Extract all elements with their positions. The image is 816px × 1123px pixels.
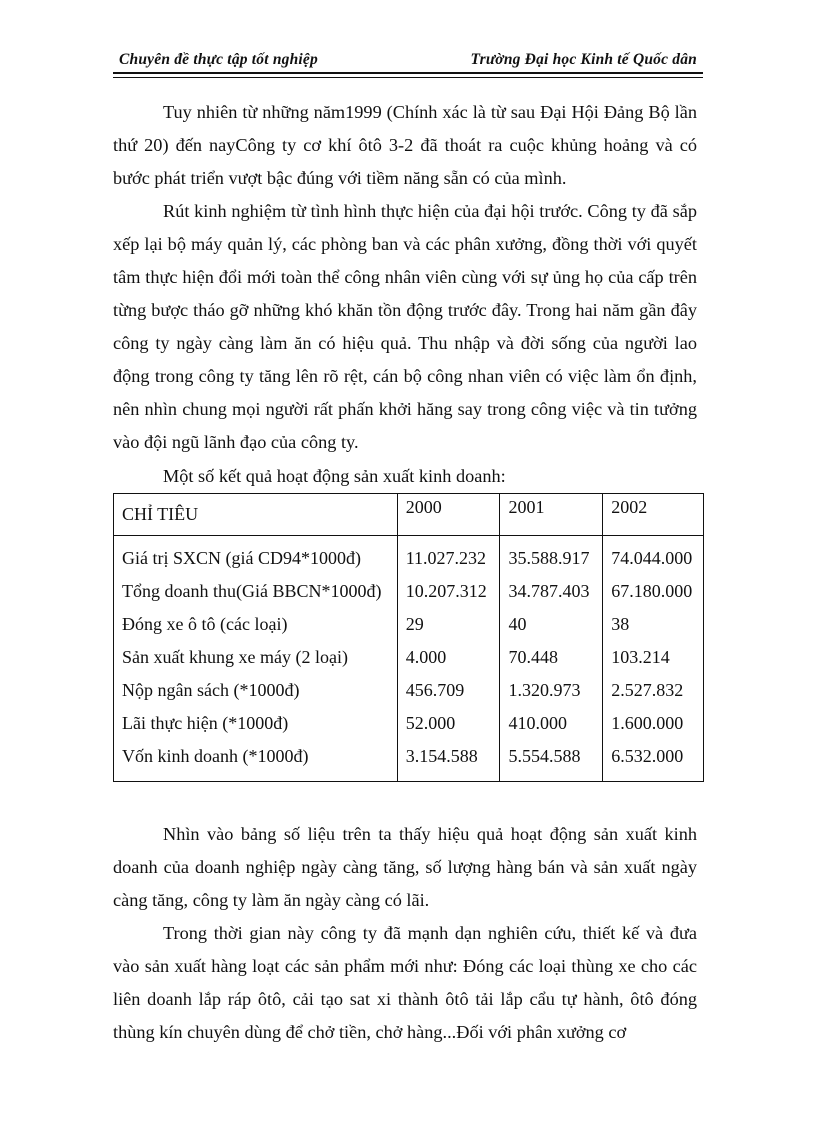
table-row bbox=[114, 536, 704, 576]
table-cell: 5.554.588 bbox=[500, 740, 603, 782]
section-2 bbox=[113, 818, 697, 1049]
section-1 bbox=[113, 96, 697, 459]
table-cell: Đóng xe ô tô (các loại) bbox=[114, 608, 398, 641]
header-rule-thick bbox=[113, 72, 703, 74]
table-row bbox=[114, 575, 704, 608]
paragraph: Rút kinh nghiệm từ tình hình thực hiện của đại hội trước. Công ty đã sắp xếp lại bộ máy quản lý, các phòng ban và các phân xưởng, đồng thời với quyết tâm thực hiện đổi mới toàn thể công nhân viên cùng với sự ủng họ của cấp trên từng bược tháo gỡ những khó khăn tồn động trước đây. Trong hai năm gần đây công ty ngày càng làm ăn có hiệu quả. Thu nhập và đời sống của người lao động trong công ty tăng lên rõ rệt, cán bộ công nhan viên có việc làm ổn định, nên nhìn chung mọi người rất phấn khởi hăng say trong công việc và tin tưởng vào đội ngũ lãnh đạo của công ty. bbox=[113, 201, 697, 452]
table-cell: Lãi thực hiện (*1000đ) bbox=[114, 707, 398, 740]
header-rule-thin bbox=[113, 77, 703, 78]
paragraph: Trong thời gian này công ty đã mạnh dạn nghiên cứu, thiết kế và đưa vào sản xuất hàng loạt các sản phẩm mới như: Đóng các loại thùng xe cho các liên doanh lắp ráp ôtô, cải tạo sat xi thành ôtô tải lắp cẩu tự hành, ôtô đóng thùng kín chuyên dùng để chở tiền, chở hàng...Đối với phân xưởng cơ bbox=[113, 923, 697, 1042]
table-cell: 2.527.832 bbox=[603, 674, 704, 707]
table-row bbox=[114, 707, 704, 740]
table-row bbox=[114, 608, 704, 641]
table-cell: 70.448 bbox=[500, 641, 603, 674]
header-cell-2002: 2002 bbox=[603, 494, 704, 536]
table-cell: 3.154.588 bbox=[397, 740, 500, 782]
table-cell: Vốn kinh doanh (*1000đ) bbox=[114, 740, 398, 782]
table-cell: 29 bbox=[397, 608, 500, 641]
table-cell: 4.000 bbox=[397, 641, 500, 674]
table-cell: 11.027.232 bbox=[397, 536, 500, 576]
header-cell-2000: 2000 bbox=[397, 494, 500, 536]
table-cell: 52.000 bbox=[397, 707, 500, 740]
header-left-title: Chuyên đề thực tập tốt nghiệp bbox=[119, 51, 318, 68]
table-cell: 67.180.000 bbox=[603, 575, 704, 608]
table-cell: 410.000 bbox=[500, 707, 603, 740]
table-cell: 1.600.000 bbox=[603, 707, 704, 740]
results-table bbox=[113, 493, 704, 782]
table-cell: 456.709 bbox=[397, 674, 500, 707]
table-cell: 34.787.403 bbox=[500, 575, 603, 608]
header-cell-indicator: CHỈ TIÊU bbox=[114, 494, 398, 536]
paragraph: Tuy nhiên từ những năm1999 (Chính xác là từ sau Đại Hội Đảng Bộ lần thứ 20) đến nayCông ty cơ khí ôtô 3-2 đã thoát ra cuộc khủng hoảng và có bước phát triển vượt bậc đúng với tiềm năng sẵn có của mình. bbox=[113, 102, 697, 188]
header-cell-2001: 2001 bbox=[500, 494, 603, 536]
table-cell: Giá trị SXCN (giá CD94*1000đ) bbox=[114, 536, 398, 576]
table-cell: 35.588.917 bbox=[500, 536, 603, 576]
table-cell: Tổng doanh thu(Giá BBCN*1000đ) bbox=[114, 575, 398, 608]
paragraph: Nhìn vào bảng số liệu trên ta thấy hiệu quả hoạt động sản xuất kinh doanh của doanh nghiệp ngày càng tăng, số lượng hàng bán và sản xuất ngày càng tăng, công ty làm ăn ngày càng có lãi. bbox=[113, 824, 697, 910]
table-header-row bbox=[114, 494, 704, 536]
table-row bbox=[114, 674, 704, 707]
header-right-title: Trường Đại học Kinh tế Quốc dân bbox=[470, 51, 697, 68]
table-cell: Nộp ngân sách (*1000đ) bbox=[114, 674, 398, 707]
table-cell: 10.207.312 bbox=[397, 575, 500, 608]
table-row bbox=[114, 740, 704, 782]
table-cell: 40 bbox=[500, 608, 603, 641]
table-cell: 103.214 bbox=[603, 641, 704, 674]
table-row bbox=[114, 641, 704, 674]
table-cell: 6.532.000 bbox=[603, 740, 704, 782]
table-cell: Sản xuất khung xe máy (2 loại) bbox=[114, 641, 398, 674]
table-cell: 1.320.973 bbox=[500, 674, 603, 707]
table-cell: 74.044.000 bbox=[603, 536, 704, 576]
table-caption: Một số kết quả hoạt động sản xuất kinh doanh: bbox=[163, 466, 506, 486]
page-header bbox=[113, 47, 703, 75]
table-cell: 38 bbox=[603, 608, 704, 641]
